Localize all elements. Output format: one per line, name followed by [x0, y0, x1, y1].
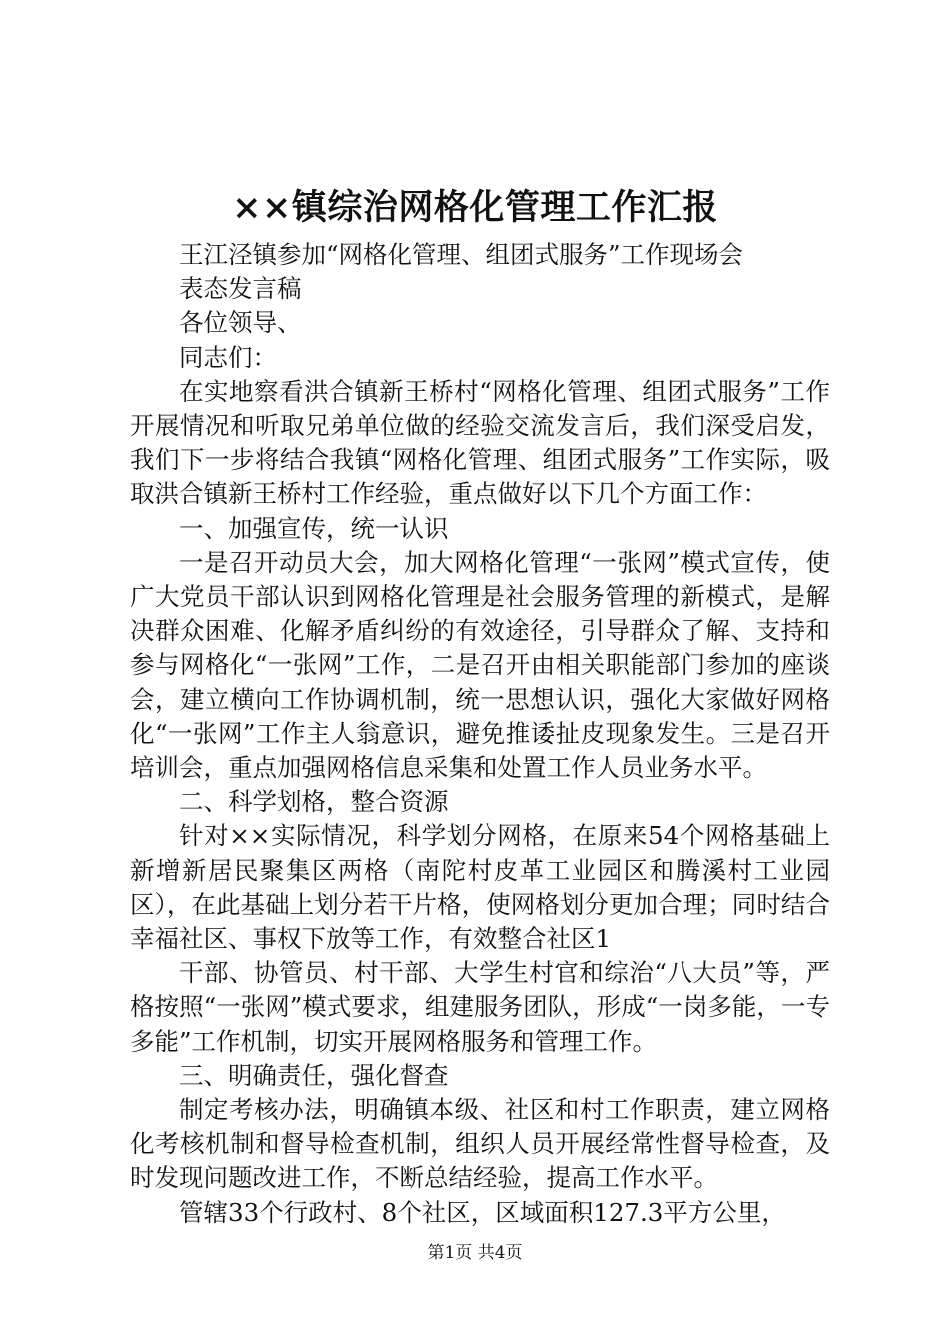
- paragraph: 干部、协管员、村干部、大学生村官和综治“八大员”等，严格按照“一张网”模式要求，组建服务团队，形成“一岗多能，一专多能”工作机制，切实开展网格服务和管理工作。: [130, 958, 830, 1056]
- paragraph: 一是召开动员大会，加大网格化管理“一张网”模式宣传，使广大党员干部认识到网格化管理是社会服务管理的新模式，是解决群众困难、化解矛盾纠纷的有效途径，引导群众了解、支持和参与网格化“一张网”工作，二是召开由相关职能部门参加的座谈会，建立横向工作协调机制，统一思想认识，强化大家做好网格化“一张网”工作主人翁意识，避免推诿扯皮现象发生。三是召开培训会，重点加强网格信息采集和处置工作人员业务水平。: [130, 547, 830, 783]
- section-heading: 二、科学划格，整合资源: [179, 787, 449, 817]
- section-heading: 一、加强宣传，统一认识: [179, 513, 449, 543]
- paragraph: 针对××实际情况，科学划分网格，在原来54个网格基础上新增新居民聚集区两格（南陀村皮革工业园区和腾溪村工业园区），在此基础上划分若干片格，使网格划分更加合理；同时结合幸福社区、事权下放等工作，有效整合社区1: [130, 821, 830, 954]
- page-footer: 第1页 共4页: [427, 1243, 523, 1263]
- paragraph: 表态发言稿: [179, 274, 302, 304]
- paragraph: 制定考核办法，明确镇本级、社区和村工作职责，建立网格化考核机制和督导检查机制，组织人员开展经常性督导检查，及时发现问题改进工作，不断总结经验，提高工作水平。: [130, 1095, 830, 1193]
- document-body: [130, 238, 830, 1230]
- paragraph: 同志们：: [179, 342, 277, 372]
- paragraph: 王江泾镇参加“网格化管理、组团式服务”工作现场会: [179, 240, 744, 269]
- paragraph: 在实地察看洪合镇新王桥村“网格化管理、组团式服务”工作开展情况和听取兄弟单位做的经验交流发言后，我们深受启发，我们下一步将结合我镇“网格化管理、组团式服务”工作实际，吸取洪合镇新王桥村工作经验，重点做好以下几个方面工作：: [130, 376, 830, 509]
- paragraph: 各位领导、: [179, 308, 302, 338]
- paragraph: 管辖33个行政村、8个社区，区域面积127.3平方公里，: [179, 1197, 786, 1227]
- section-heading: 三、明确责任，强化督查: [179, 1060, 449, 1090]
- document-title: ××镇综治网格化管理工作汇报: [232, 187, 718, 228]
